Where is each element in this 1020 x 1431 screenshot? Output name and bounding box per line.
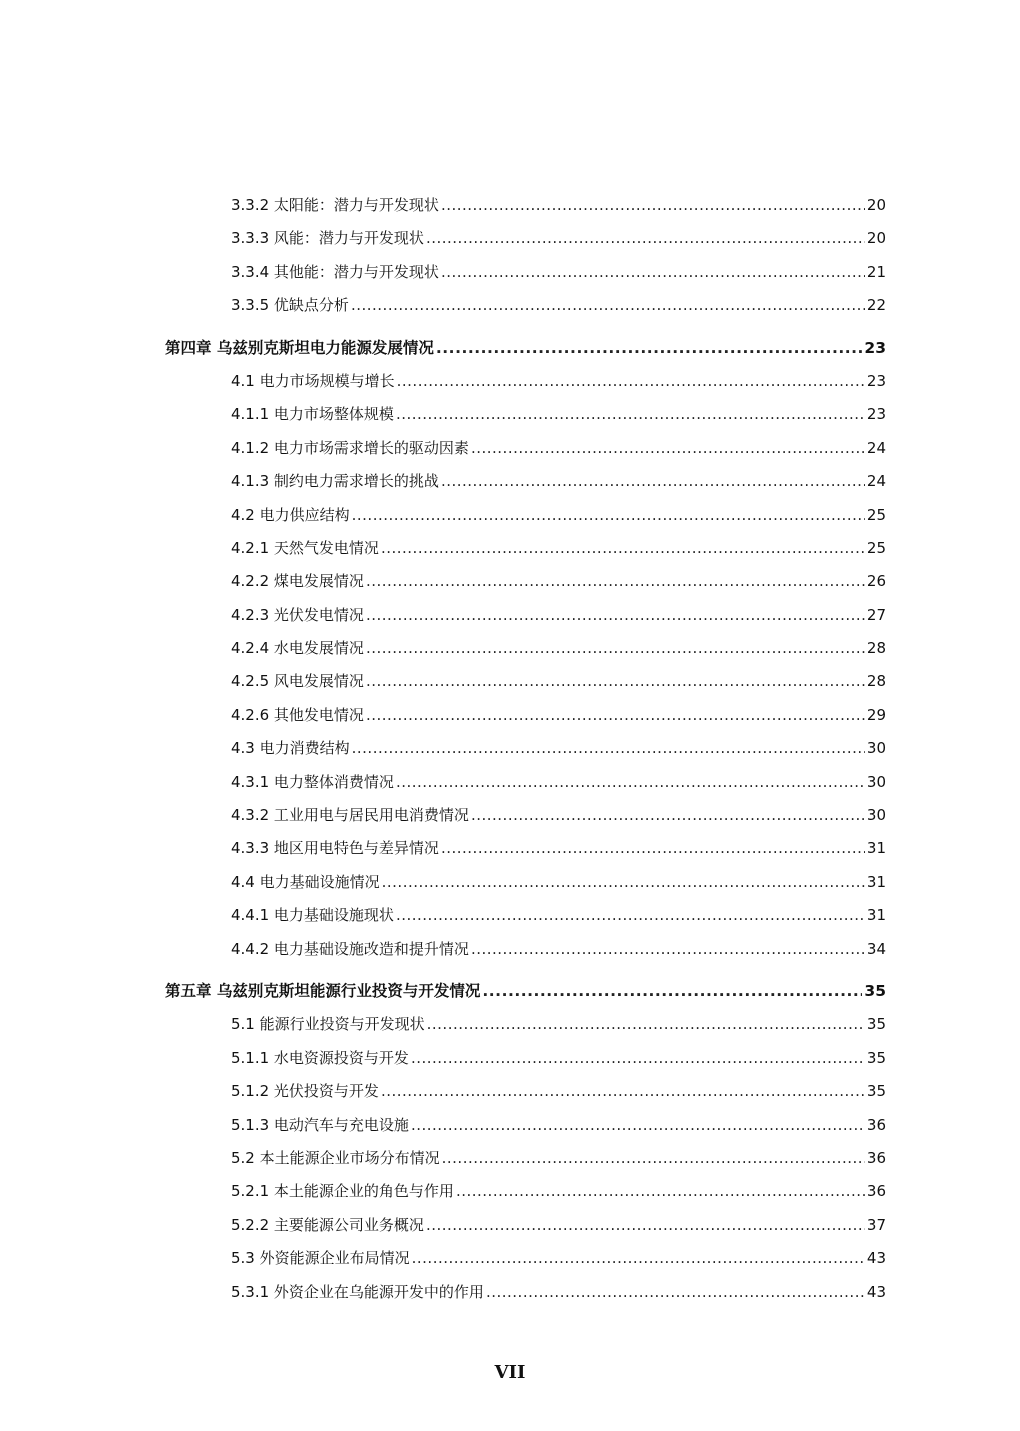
- toc-entry-page: 31: [866, 839, 886, 858]
- toc-chapter-entry[interactable]: [0, 975, 1020, 1008]
- toc-entry-page: 30: [866, 739, 886, 758]
- toc-entry[interactable]: [0, 1209, 1020, 1242]
- toc-entry[interactable]: [0, 532, 1020, 565]
- table-of-contents: [0, 189, 1020, 1309]
- toc-chapter-entry[interactable]: [0, 332, 1020, 365]
- dot-leader: [482, 975, 862, 1008]
- dot-leader: [426, 1209, 865, 1242]
- toc-entry-label: 4.2.6 其他发电情况: [231, 705, 364, 724]
- dot-leader: [426, 222, 865, 255]
- toc-entry-page: 25: [866, 538, 886, 557]
- toc-entry[interactable]: [0, 465, 1020, 498]
- toc-entry-label: 4.2 电力供应结构: [231, 505, 350, 524]
- toc-entry-page: 22: [866, 296, 886, 315]
- dot-leader: [471, 933, 865, 966]
- toc-entry-page: 35: [866, 1048, 886, 1067]
- dot-leader: [352, 732, 865, 765]
- toc-entry-label: 5.2.2 主要能源公司业务概况: [231, 1215, 424, 1234]
- toc-entry-label: 4.1.2 电力市场需求增长的驱动因素: [231, 438, 469, 457]
- toc-entry[interactable]: [0, 632, 1020, 665]
- dot-leader: [382, 866, 865, 899]
- toc-entry[interactable]: [0, 732, 1020, 765]
- toc-entry-page: 26: [866, 572, 886, 591]
- toc-entry-page: 35: [866, 1082, 886, 1101]
- toc-entry[interactable]: [0, 866, 1020, 899]
- toc-entry-page: 36: [866, 1182, 886, 1201]
- toc-entry-page: 30: [866, 772, 886, 791]
- dot-leader: [396, 398, 865, 431]
- toc-entry-label: 4.3 电力消费结构: [231, 739, 350, 758]
- toc-entry[interactable]: [0, 699, 1020, 732]
- dot-leader: [436, 332, 863, 365]
- dot-leader: [441, 465, 865, 498]
- toc-entry-label: 3.3.4 其他能：潜力与开发现状: [231, 262, 439, 281]
- toc-entry[interactable]: [0, 599, 1020, 632]
- dot-leader: [396, 766, 865, 799]
- toc-entry-label: 4.3.2 工业用电与居民用电消费情况: [231, 806, 469, 825]
- toc-entry-label: 4.4.1 电力基础设施现状: [231, 906, 394, 925]
- toc-entry-page: 23: [866, 405, 886, 424]
- toc-entry-page: 23: [866, 371, 886, 390]
- toc-entry[interactable]: [0, 899, 1020, 932]
- toc-entry-label: 5.1 能源行业投资与开发现状: [231, 1015, 425, 1034]
- toc-entry-label: 3.3.3 风能：潜力与开发现状: [231, 229, 424, 248]
- toc-entry-page: 30: [866, 806, 886, 825]
- toc-entry[interactable]: [0, 665, 1020, 698]
- toc-entry[interactable]: [0, 1075, 1020, 1108]
- dot-leader: [442, 1142, 865, 1175]
- dot-leader: [366, 699, 865, 732]
- dot-leader: [486, 1276, 865, 1309]
- toc-entry-label: 第四章 乌兹别克斯坦电力能源发展情况: [165, 338, 434, 357]
- dot-leader: [411, 1109, 865, 1142]
- dot-leader: [366, 565, 865, 598]
- toc-entry-page: 24: [866, 472, 886, 491]
- toc-entry-page: 43: [866, 1282, 886, 1301]
- dot-leader: [471, 432, 865, 465]
- toc-entry[interactable]: [0, 1242, 1020, 1275]
- toc-entry-label: 第五章 乌兹别克斯坦能源行业投资与开发情况: [165, 981, 481, 1000]
- dot-leader: [427, 1008, 865, 1041]
- toc-entry[interactable]: [0, 933, 1020, 966]
- toc-entry-label: 4.1.3 制约电力需求增长的挑战: [231, 472, 439, 491]
- toc-entry[interactable]: [0, 499, 1020, 532]
- toc-entry-page: 21: [866, 262, 886, 281]
- dot-leader: [471, 799, 865, 832]
- dot-leader: [366, 599, 865, 632]
- toc-entry-page: 35: [866, 1015, 886, 1034]
- toc-entry-label: 4.1.1 电力市场整体规模: [231, 405, 394, 424]
- toc-entry[interactable]: [0, 1109, 1020, 1142]
- page-number: VII: [494, 1362, 526, 1383]
- toc-entry[interactable]: [0, 799, 1020, 832]
- toc-entry-label: 4.2.2 煤电发展情况: [231, 572, 364, 591]
- dot-leader: [456, 1175, 865, 1208]
- toc-entry-page: 20: [866, 196, 886, 214]
- toc-entry-label: 4.3.1 电力整体消费情况: [231, 772, 394, 791]
- toc-entry-label: 4.4 电力基础设施情况: [231, 872, 380, 891]
- dot-leader: [441, 832, 865, 865]
- toc-entry-label: 4.3.3 地区用电特色与差异情况: [231, 839, 439, 858]
- toc-entry-label: 5.3 外资能源企业布局情况: [231, 1249, 410, 1268]
- dot-leader: [366, 665, 865, 698]
- toc-entry-label: 5.3.1 外资企业在乌能源开发中的作用: [231, 1282, 484, 1301]
- dot-leader: [412, 1242, 865, 1275]
- toc-entry[interactable]: [0, 365, 1020, 398]
- toc-entry-label: 5.2 本土能源企业市场分布情况: [231, 1148, 440, 1167]
- toc-entry-page: 20: [866, 229, 886, 248]
- toc-entry[interactable]: [0, 1175, 1020, 1208]
- toc-entry-label: 4.2.5 风电发展情况: [231, 672, 364, 691]
- toc-entry-page: 35: [864, 981, 886, 1000]
- toc-entry-page: 36: [866, 1148, 886, 1167]
- toc-entry-page: 28: [866, 672, 886, 691]
- toc-entry-label: 4.4.2 电力基础设施改造和提升情况: [231, 939, 469, 958]
- toc-entry-page: 37: [866, 1215, 886, 1234]
- toc-entry[interactable]: [0, 832, 1020, 865]
- dot-leader: [366, 632, 865, 665]
- toc-entry[interactable]: [0, 289, 1020, 322]
- dot-leader: [396, 899, 865, 932]
- dot-leader: [441, 189, 865, 222]
- toc-entry[interactable]: [0, 398, 1020, 431]
- toc-entry[interactable]: [0, 189, 1020, 222]
- toc-entry-page: 34: [866, 939, 886, 958]
- toc-entry-label: 3.3.2 太阳能：潜力与开发现状: [231, 196, 439, 214]
- toc-entry-label: 5.1.2 光伏投资与开发: [231, 1082, 379, 1101]
- toc-entry[interactable]: [0, 222, 1020, 255]
- toc-entry-label: 5.2.1 本土能源企业的角色与作用: [231, 1182, 454, 1201]
- toc-entry-page: 36: [866, 1115, 886, 1134]
- toc-entry-page: 24: [866, 438, 886, 457]
- dot-leader: [441, 256, 865, 289]
- toc-entry-page: 29: [866, 705, 886, 724]
- dot-leader: [381, 1075, 865, 1108]
- toc-entry[interactable]: [0, 1042, 1020, 1075]
- toc-entry-label: 4.2.1 天然气发电情况: [231, 538, 379, 557]
- toc-entry[interactable]: [0, 432, 1020, 465]
- dot-leader: [411, 1042, 865, 1075]
- toc-entry-label: 4.2.3 光伏发电情况: [231, 605, 364, 624]
- toc-entry[interactable]: [0, 1142, 1020, 1175]
- toc-entry-page: 31: [866, 872, 886, 891]
- dot-leader: [397, 365, 865, 398]
- toc-entry-label: 3.3.5 优缺点分析: [231, 296, 349, 315]
- dot-leader: [351, 289, 865, 322]
- toc-entry-label: 5.1.3 电动汽车与充电设施: [231, 1115, 409, 1134]
- toc-entry-label: 4.1 电力市场规模与增长: [231, 371, 395, 390]
- toc-entry-page: 27: [866, 605, 886, 624]
- toc-entry-label: 4.2.4 水电发展情况: [231, 639, 364, 658]
- toc-entry[interactable]: [0, 1276, 1020, 1309]
- toc-entry[interactable]: [0, 766, 1020, 799]
- toc-entry-page: 25: [866, 505, 886, 524]
- toc-entry-page: 43: [866, 1249, 886, 1268]
- toc-entry-label: 5.1.1 水电资源投资与开发: [231, 1048, 409, 1067]
- toc-entry-page: 31: [866, 906, 886, 925]
- toc-entry-page: 28: [866, 639, 886, 658]
- toc-entry[interactable]: [0, 256, 1020, 289]
- dot-leader: [352, 499, 865, 532]
- toc-entry-page: 23: [864, 338, 886, 357]
- toc-entry[interactable]: [0, 1008, 1020, 1041]
- toc-entry[interactable]: [0, 565, 1020, 598]
- dot-leader: [381, 532, 865, 565]
